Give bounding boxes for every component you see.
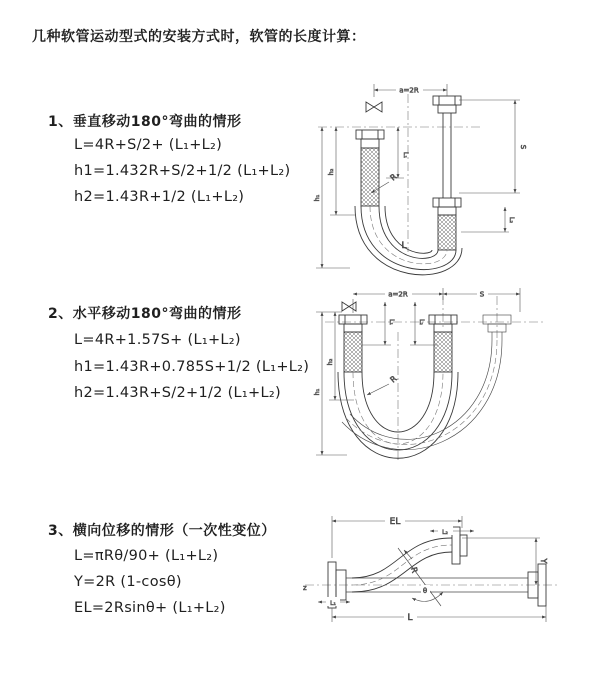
dim-label-h2: h₂	[326, 358, 334, 366]
dim-label-radius: R	[388, 172, 399, 183]
section-2-heading: 2、水平移动180°弯曲的情形	[48, 306, 242, 322]
dim-label-span: a=2R	[399, 86, 419, 95]
braided-hose-section	[344, 332, 362, 372]
section-2-formula-L: L=4R+1.57S+ (L₁+L₂)	[74, 332, 241, 348]
dim-label-l1: L₁	[402, 151, 410, 159]
dim-label-h2: h₂	[327, 168, 335, 176]
dim-label-theta: θ	[422, 587, 428, 595]
dimension-lines	[303, 514, 548, 623]
dim-label-h1: h₁	[313, 194, 321, 202]
dimension-lines	[313, 84, 527, 268]
dim-label-l1: L₁	[330, 600, 336, 607]
dim-label-length: L	[407, 613, 413, 623]
section-3-heading: 3、横向位移的情形（一次性变位）	[48, 523, 276, 539]
section-2-formula-h2: h2=1.43R+S/2+1/2 (L₁+L₂)	[74, 385, 281, 401]
section-3-formula-EL: EL=2Rsinθ+ (L₁+L₂)	[74, 600, 226, 616]
section-1-formula-L: L=4R+S/2+ (L₁+L₂)	[74, 137, 223, 153]
dim-label-radius: R	[388, 374, 399, 385]
dim-label-y: Y	[539, 558, 548, 564]
braided-hose-section	[438, 215, 456, 250]
hose-assembly	[328, 527, 546, 608]
hose-assembly	[338, 302, 511, 458]
braided-hose-section	[434, 332, 452, 372]
dim-label-span: a=2R	[388, 290, 408, 299]
diagram-horizontal-180-bend	[310, 287, 565, 465]
dim-label-z: z	[303, 584, 307, 592]
valve-icon	[342, 302, 356, 311]
section-3-formula-Y: Y=2R (1-cosθ)	[74, 574, 182, 590]
hose-assembly	[355, 96, 462, 275]
dim-label-l2: L₂	[508, 216, 516, 224]
dim-label-l2: L₂	[418, 319, 425, 325]
dim-label-stroke: S	[519, 144, 527, 150]
dim-label-radius: R	[409, 566, 420, 574]
section-1-formula-h2: h2=1.43R+1/2 (L₁+L₂)	[74, 189, 245, 205]
dim-label-l2: L₂	[442, 529, 448, 536]
dim-label-el: EL	[389, 517, 401, 527]
section-1-formula-h1: h1=1.432R+S/2+1/2 (L₁+L₂)	[74, 163, 291, 179]
section-3-formula-L: L=πRθ/90+ (L₁+L₂)	[74, 548, 219, 564]
diagram-lateral-displacement	[300, 505, 570, 645]
section-2-formula-h1: h1=1.43R+0.785S+1/2 (L₁+L₂)	[74, 359, 310, 375]
dim-label-l1: L₁	[388, 319, 395, 325]
braided-hose-section	[361, 148, 379, 206]
dim-label-h1: h₁	[313, 388, 321, 396]
diagram-vertical-180-bend	[310, 78, 565, 256]
dim-label-stroke: S	[479, 290, 485, 299]
valve-icon	[366, 102, 382, 112]
section-1-heading: 1、垂直移动180°弯曲的情形	[48, 114, 242, 130]
dim-label-length: L	[401, 241, 407, 251]
page-title: 几种软管运动型式的安装方式时，软管的长度计算：	[32, 29, 366, 45]
